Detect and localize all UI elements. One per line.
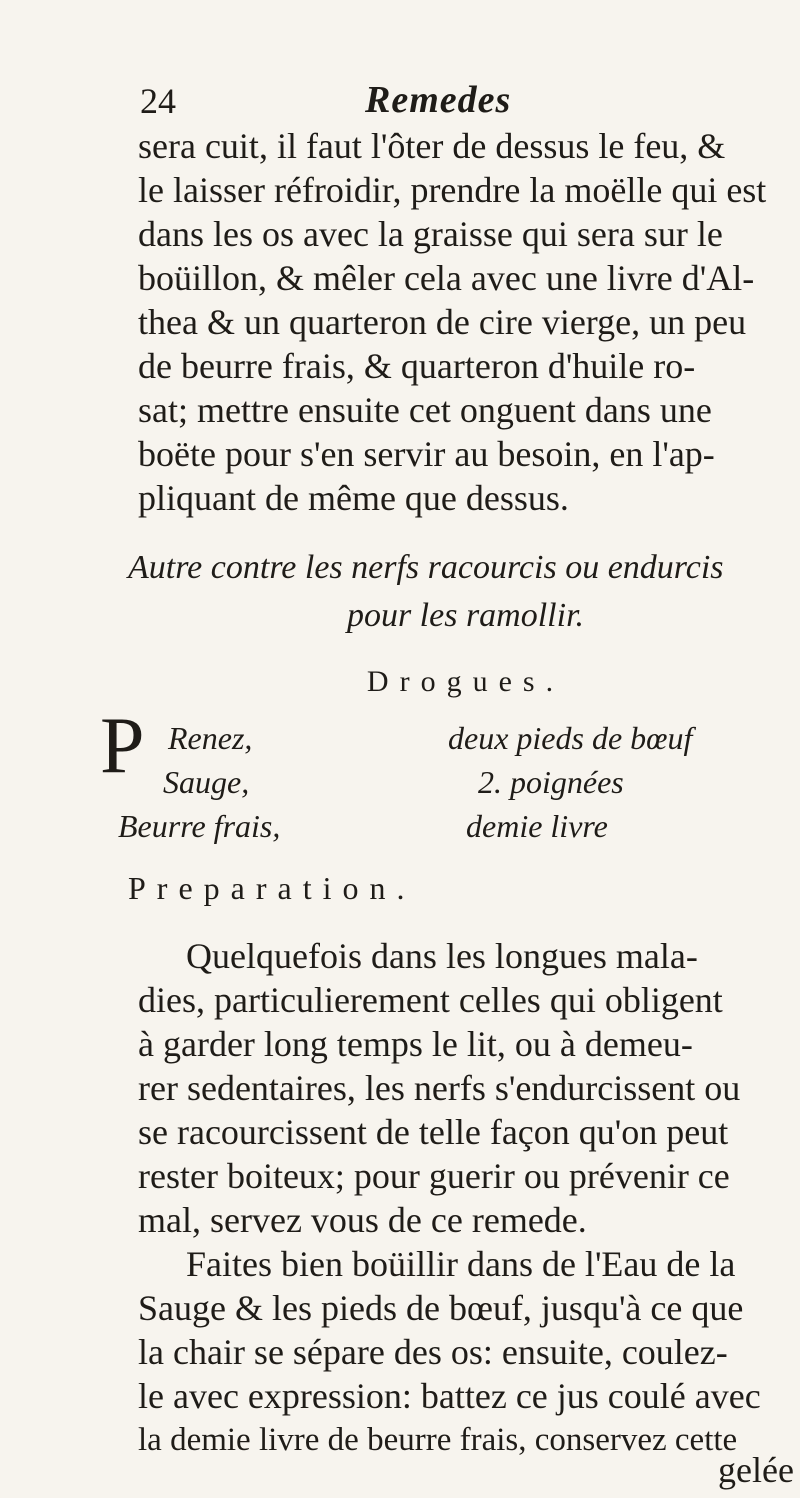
drogue-right: deux pieds de bœuf [448, 720, 693, 756]
text-line: Faites bien boüillir dans de l'Eau de la [186, 1244, 736, 1284]
text-line: thea & un quarteron de cire vierge, un peu [138, 302, 747, 342]
drogue-left: Renez, [168, 720, 253, 756]
text-line: la chair se sépare des os: ensuite, coulez- [138, 1332, 728, 1372]
text-line: le laisser réfroidir, prendre la moëlle qui est [138, 170, 767, 210]
text-line: dies, particulierement celles qui obligent [138, 980, 723, 1020]
text-line: boëte pour s'en servir au besoin, en l'ap- [138, 434, 715, 474]
text-line: rer sedentaires, les nerfs s'endurcissent ou [138, 1068, 741, 1108]
text-line: la demie livre de beurre frais, conservez cette [138, 1422, 738, 1458]
text-line: le avec expression: battez ce jus coulé avec [138, 1376, 761, 1416]
recipe-title: Autre contre les nerfs racourcis ou endurcis [128, 549, 724, 586]
drogue-right: 2. poignées [478, 764, 624, 800]
recipe-title-cont: pour les ramollir. [346, 597, 585, 634]
text-line: mal, servez vous de ce remede. [138, 1200, 587, 1240]
text-line: dans les os avec la graisse qui sera sur le [138, 214, 723, 254]
drogue-right: demie livre [466, 808, 608, 844]
drogue-left: Sauge, [163, 764, 250, 800]
catchword: gelée [718, 1450, 794, 1490]
text-line: Sauge & les pieds de bœuf, jusqu'à ce que [138, 1288, 744, 1328]
running-head: Remedes [365, 79, 512, 121]
text-line: sera cuit, il faut l'ôter de dessus le feu, & [138, 126, 726, 166]
text-line: rester boiteux; pour guerir ou prévenir ce [138, 1156, 730, 1196]
drop-cap: P [100, 702, 145, 790]
text-line: Quelquefois dans les longues mala- [186, 936, 698, 976]
drogues-heading: Drogues. [366, 665, 565, 698]
page-number: 24 [140, 81, 176, 121]
text-line: boüillon, & mêler cela avec une livre d'Al- [138, 258, 755, 298]
text-line: à garder long temps le lit, ou à demeu- [138, 1024, 693, 1064]
preparation-heading: Preparation. [128, 870, 416, 906]
text-line: se racourcissent de telle façon qu'on peut [138, 1112, 729, 1152]
drogue-left: Beurre frais, [118, 808, 281, 844]
text-line: sat; mettre ensuite cet onguent dans une [138, 390, 712, 430]
text-line: pliquant de même que dessus. [138, 478, 569, 518]
text-line: de beurre frais, & quarteron d'huile ro- [138, 346, 696, 386]
